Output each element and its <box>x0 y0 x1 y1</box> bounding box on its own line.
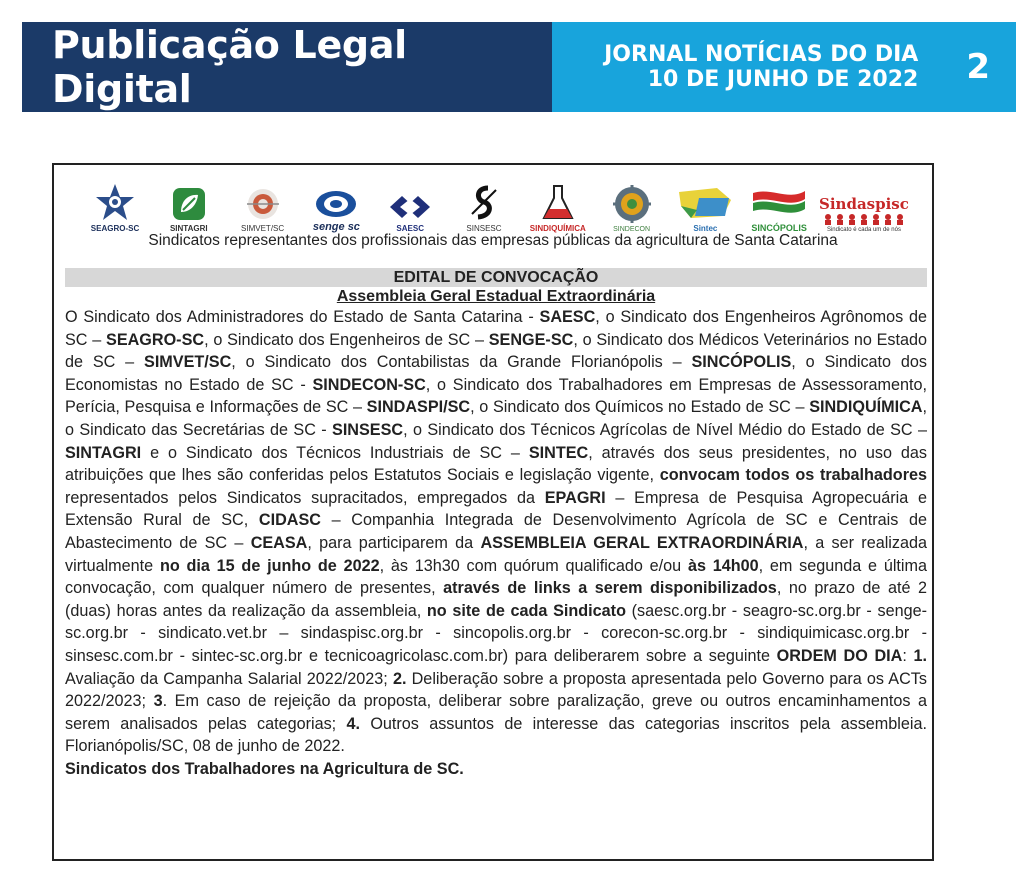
notice-body-bold-text: convocam todos os trabalhadores <box>659 466 927 485</box>
notice-body-bold-text: SIMVET/SC <box>144 353 232 372</box>
sindiquimica-label: SINDIQUÍMICA <box>529 224 586 233</box>
notice-heading: EDITAL DE CONVOCAÇÃO <box>65 268 927 287</box>
unions-subtitle: Sindicatos representantes dos profissionais das empresas públicas da agricultura de Santa Catarina <box>148 232 838 249</box>
sindiquimica-logo <box>523 182 593 233</box>
notice-body <box>65 306 927 758</box>
sindaspi-tagline: Sindicato é cada um de nós <box>826 227 901 233</box>
simvet-label: SIMVET/SC <box>241 224 285 233</box>
notice-body-text: , o Sindicato dos Engenheiros de SC – <box>204 330 489 349</box>
notice-body-bold-text: ORDEM DO DIA <box>776 646 903 665</box>
notice-body-text: , para participarem da <box>307 533 481 552</box>
seagro-label: SEAGRO-SC <box>90 224 140 233</box>
notice-body-text: , o Sindicato das Secretárias de SC - <box>65 398 927 439</box>
notice-body-text: . Em caso de rejeição da proposta, deliberar sobre paralização, greve ou outros encaminhamentos a serem analisados pelas categorias; <box>65 692 928 733</box>
sinsesc-label: SINSESC <box>466 224 502 233</box>
notice-body-bold-text: 2. <box>392 669 407 688</box>
notice-body-text: , a ser realizada virtualmente <box>65 533 927 575</box>
notice-body-bold-text: SINDIQUÍMICA <box>809 398 923 417</box>
notice-body-bold-text: 4. <box>346 714 361 733</box>
sincopolis-label: SINCÓPOLIS <box>751 223 807 233</box>
notice-body-bold-text: SEAGRO-SC <box>106 330 205 349</box>
notice-signature: Sindicatos dos Trabalhadores na Agricultura de SC. <box>65 759 464 778</box>
notice-body-bold-text: no dia 15 de junho de 2022 <box>159 556 380 575</box>
sintec-label: Sintec <box>693 224 718 233</box>
notice-body-text: , através dos seus presidentes, no uso das atribuições que lhes são conferidas pelos Estatutos Sociais e legislação vigente, <box>65 443 927 485</box>
notice-body-bold-text: ASSEMBLEIA GERAL EXTRAORDINÁRIA <box>480 533 804 552</box>
sintec-logo <box>670 182 740 233</box>
seagro-logo <box>80 182 150 233</box>
banner-journal-block <box>552 22 1016 112</box>
banner-title-block <box>22 22 552 112</box>
notice-body-text: , em segunda e última convocação, com qualquer número de presentes, <box>65 556 928 598</box>
notice-body-bold-text: no site de cada Sindicato <box>426 601 626 620</box>
notice-body-text: Outros assuntos de interesse das categorias inscritos pela assembleia. Florianópolis/SC, 08 de junho de 2022. <box>65 714 927 756</box>
sintagri-label: SINTAGRI <box>169 224 208 233</box>
notice-body-bold-text: SINSESC <box>332 420 404 439</box>
sincopolis-logo <box>744 187 814 233</box>
notice-body-text: : <box>902 646 914 665</box>
legal-notice-frame <box>52 163 934 861</box>
notice-body-bold-text: CEASA <box>250 533 308 552</box>
notice-body-text: , o Sindicato dos Médicos Veterinários no Estado de SC – <box>65 330 927 372</box>
notice-body-bold-text: SAESC <box>539 308 596 326</box>
convocation-notice <box>65 268 927 780</box>
sinsesc-logo <box>449 184 519 233</box>
notice-body-text: , o Sindicato dos Contabilistas da Grande Florianópolis – <box>231 353 692 372</box>
notice-body-bold-text: através de links a serem disponibilizados <box>443 579 777 598</box>
notice-body-text: , o Sindicato dos Técnicos Agrícolas de Nível Médio do Estado de SC – <box>403 420 927 439</box>
notice-body-text: , no prazo de até 2 (duas) horas antes da realização da assembleia, <box>65 579 928 620</box>
sintagri-logo <box>154 186 224 233</box>
notice-body-bold-text: SINDECON-SC <box>312 375 426 394</box>
notice-subheading: Assembleia Geral Estadual Extraordinária <box>336 288 656 305</box>
saesc-label: SAESC <box>396 224 424 233</box>
sindaspi-wordmark: Sindaspisc <box>819 195 909 213</box>
notice-body-bold-text: EPAGRI <box>544 488 606 507</box>
union-logos-row <box>80 175 910 233</box>
sindecon-label: SINDECON <box>613 226 651 233</box>
notice-body-text: representados pelos Sindicatos supracitados, empregados da <box>65 488 545 507</box>
sindecon-logo <box>597 184 667 233</box>
notice-body-text: – Companhia Integrada de Desenvolvimento Agrícola de SC e Centrais de Abastecimento de SC – <box>65 511 927 552</box>
journal-date: 10 DE JUNHO DE 2022 <box>647 67 919 92</box>
senge-logo <box>301 189 371 233</box>
notice-body-bold-text: SINTEC <box>528 443 589 462</box>
notice-body-bold-text: 1. <box>913 646 927 665</box>
notice-body-bold-text: SINDASPI/SC <box>366 398 471 417</box>
notice-body-text: e o Sindicato dos Técnicos Industriais de SC – <box>141 443 529 462</box>
senge-label: senge sc <box>312 221 360 233</box>
page-number: 2 <box>966 47 990 87</box>
journal-name: JORNAL NOTÍCIAS DO DIA <box>604 42 919 67</box>
notice-body-text: (saesc.org.br - seagro-sc.org.br - senge-sc.org.br - sindicato.vet.br – sindaspisc.org.br - sincopolis.org.br - corecon-sc.org.br - sindiquimicasc.org.br - sinsesc.com.br - sintec-sc.org.br e tecnicoagricolasc.com.br) para deliberarem sobre a seguinte <box>65 601 927 665</box>
notice-body-text: , o Sindicato dos Engenheiros Agrônomos de SC – <box>65 308 927 349</box>
notice-body-text: , o Sindicato dos Trabalhadores em Empresas de Assessoramento, Perícia, Pesquisa e Informações de SC – <box>65 375 928 417</box>
notice-body-text: Avaliação da Campanha Salarial 2022/2023; <box>65 669 393 688</box>
page-banner <box>22 22 1016 112</box>
notice-body-bold-text: às 14h00 <box>687 556 759 575</box>
notice-body-text: Deliberação sobre a proposta apresentada pelo Governo para os ACTs 2022/2023; <box>65 669 927 711</box>
notice-body-text: , o Sindicato dos Químicos no Estado de SC – <box>470 398 810 417</box>
notice-body-bold-text: SINTAGRI <box>65 443 142 462</box>
saesc-logo <box>375 192 445 233</box>
journal-info <box>604 42 918 92</box>
publication-title: Publicação Legal Digital <box>52 23 407 111</box>
notice-body-bold-text: 3 <box>153 692 163 711</box>
sindaspi-logo <box>818 193 910 233</box>
notice-body-text: O Sindicato dos Administradores do Estado de Santa Catarina - <box>65 308 540 326</box>
notice-body-text: , às 13h30 com quórum qualificado e/ou <box>379 556 688 575</box>
simvet-logo <box>228 186 298 233</box>
notice-body-text: – Empresa de Pesquisa Agropecuária e Extensão Rural de SC, <box>65 488 927 530</box>
notice-body-bold-text: CIDASC <box>258 511 321 530</box>
notice-body-bold-text: SENGE-SC <box>488 330 574 349</box>
notice-body-bold-text: SINCÓPOLIS <box>691 353 792 372</box>
notice-body-text: , o Sindicato dos Economistas no Estado de SC - <box>65 353 927 394</box>
